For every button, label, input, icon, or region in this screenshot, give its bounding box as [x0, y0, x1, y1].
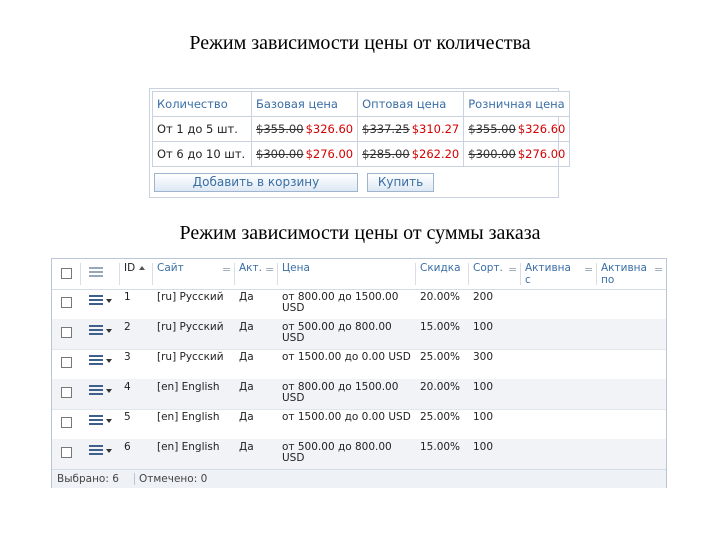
- row-actions-icon[interactable]: [89, 295, 103, 307]
- wholesale-price-cell: [358, 142, 464, 167]
- row-price: от 1500.00 до 0.00 USD: [282, 351, 411, 363]
- chevron-down-icon[interactable]: [106, 389, 112, 393]
- row-active: Да: [239, 351, 254, 363]
- row-checkbox[interactable]: [61, 297, 72, 308]
- row-id: 2: [124, 321, 131, 333]
- row-sort: 300: [473, 351, 494, 363]
- selected-count: Выбрано: 6: [57, 473, 119, 485]
- col-retail-price: Розничная цена: [464, 92, 570, 117]
- row-checkbox[interactable]: [61, 417, 72, 428]
- table-row: [153, 117, 570, 142]
- table-row[interactable]: [52, 439, 666, 470]
- row-discount: 15.00%: [420, 321, 461, 333]
- row-price: от 1500.00 до 0.00 USD: [282, 411, 411, 423]
- new-price: $326.60: [305, 122, 354, 136]
- old-price: $355.00: [256, 122, 304, 136]
- table-row[interactable]: [52, 289, 666, 320]
- row-site: [en] English: [157, 441, 220, 453]
- buy-button[interactable]: Купить: [367, 173, 434, 192]
- col-price[interactable]: Цена: [282, 262, 310, 274]
- old-price: $300.00: [256, 147, 304, 161]
- col-active-to[interactable]: Активна по: [601, 262, 647, 286]
- row-sort: 100: [473, 381, 494, 393]
- row-discount: 25.00%: [420, 351, 461, 363]
- row-id: 3: [124, 351, 131, 363]
- columns-menu-icon[interactable]: [89, 267, 103, 279]
- row-discount: 15.00%: [420, 441, 461, 453]
- retail-price-cell: [464, 142, 570, 167]
- qty-range: От 1 до 5 шт.: [153, 117, 252, 142]
- col-active[interactable]: Акт.: [239, 262, 262, 274]
- grid-footer: [52, 469, 666, 488]
- row-active: Да: [239, 321, 254, 333]
- chevron-down-icon[interactable]: [106, 329, 112, 333]
- row-discount: 20.00%: [420, 291, 461, 303]
- checked-count: Отмечено: 0: [139, 473, 208, 485]
- row-actions-icon[interactable]: [89, 415, 103, 427]
- row-actions-icon[interactable]: [89, 325, 103, 337]
- row-active: Да: [239, 291, 254, 303]
- add-to-cart-button[interactable]: Добавить в корзину: [154, 173, 358, 192]
- row-actions-icon[interactable]: [89, 385, 103, 397]
- row-checkbox[interactable]: [61, 387, 72, 398]
- discount-grid: [51, 258, 667, 488]
- column-menu-icon[interactable]: =: [654, 263, 664, 276]
- row-site: [ru] Русский: [157, 351, 224, 363]
- chevron-down-icon[interactable]: [106, 299, 112, 303]
- sort-asc-icon: [139, 266, 145, 270]
- row-discount: 20.00%: [420, 381, 461, 393]
- column-menu-icon[interactable]: =: [508, 263, 518, 276]
- col-site[interactable]: Сайт: [157, 262, 184, 274]
- page-title-order-sum: Режим зависимости цены от суммы заказа: [179, 222, 541, 244]
- wholesale-price-cell: [358, 117, 464, 142]
- col-discount[interactable]: Скидка: [420, 262, 461, 274]
- page-title-quantity: Режим зависимости цены от количества: [189, 32, 531, 54]
- new-price: $276.00: [517, 147, 566, 161]
- row-checkbox[interactable]: [61, 447, 72, 458]
- row-site: [ru] Русский: [157, 321, 224, 333]
- new-price: $310.27: [411, 122, 460, 136]
- old-price: $285.00: [362, 147, 410, 161]
- row-actions-icon[interactable]: [89, 355, 103, 367]
- row-checkbox[interactable]: [61, 327, 72, 338]
- row-sort: 200: [473, 291, 494, 303]
- table-header-row: [153, 92, 570, 117]
- column-menu-icon[interactable]: =: [584, 263, 594, 276]
- row-price: от 800.00 до 1500.00 USD: [282, 291, 399, 314]
- grid-header: [52, 259, 666, 290]
- row-sort: 100: [473, 411, 494, 423]
- row-sort: 100: [473, 321, 494, 333]
- qty-range: От 6 до 10 шт.: [153, 142, 252, 167]
- row-active: Да: [239, 441, 254, 453]
- retail-price-cell: [464, 117, 570, 142]
- col-base-price: Базовая цена: [252, 92, 358, 117]
- table-row[interactable]: [52, 319, 666, 350]
- row-sort: 100: [473, 441, 494, 453]
- table-row: [153, 142, 570, 167]
- select-all-checkbox[interactable]: [61, 268, 72, 279]
- row-active: Да: [239, 411, 254, 423]
- row-id: 4: [124, 381, 131, 393]
- row-site: [ru] Русский: [157, 291, 224, 303]
- row-price: от 500.00 до 800.00 USD: [282, 321, 392, 344]
- old-price: $355.00: [468, 122, 516, 136]
- col-active-from[interactable]: Активна с: [525, 262, 571, 286]
- table-row[interactable]: [52, 379, 666, 410]
- row-actions-icon[interactable]: [89, 445, 103, 457]
- column-menu-icon[interactable]: =: [265, 263, 275, 276]
- col-quantity: Количество: [153, 92, 252, 117]
- table-row[interactable]: [52, 349, 666, 380]
- table-row[interactable]: [52, 409, 666, 440]
- row-id: 1: [124, 291, 131, 303]
- base-price-cell: [252, 117, 358, 142]
- row-id: 6: [124, 441, 131, 453]
- row-active: Да: [239, 381, 254, 393]
- chevron-down-icon[interactable]: [106, 359, 112, 363]
- new-price: $326.60: [517, 122, 566, 136]
- row-id: 5: [124, 411, 131, 423]
- row-discount: 25.00%: [420, 411, 461, 423]
- old-price: $300.00: [468, 147, 516, 161]
- new-price: $262.20: [411, 147, 460, 161]
- row-price: от 800.00 до 1500.00 USD: [282, 381, 399, 404]
- chevron-down-icon[interactable]: [106, 419, 112, 423]
- column-menu-icon[interactable]: =: [222, 263, 232, 276]
- col-sort[interactable]: Сорт.: [473, 262, 503, 274]
- row-price: от 500.00 до 800.00 USD: [282, 441, 392, 464]
- new-price: $276.00: [305, 147, 354, 161]
- base-price-cell: [252, 142, 358, 167]
- old-price: $337.25: [362, 122, 410, 136]
- row-site: [en] English: [157, 381, 220, 393]
- row-site: [en] English: [157, 411, 220, 423]
- chevron-down-icon[interactable]: [106, 449, 112, 453]
- col-wholesale-price: Оптовая цена: [358, 92, 464, 117]
- col-id[interactable]: ID: [124, 262, 145, 288]
- quantity-price-table: [152, 91, 570, 167]
- row-checkbox[interactable]: [61, 357, 72, 368]
